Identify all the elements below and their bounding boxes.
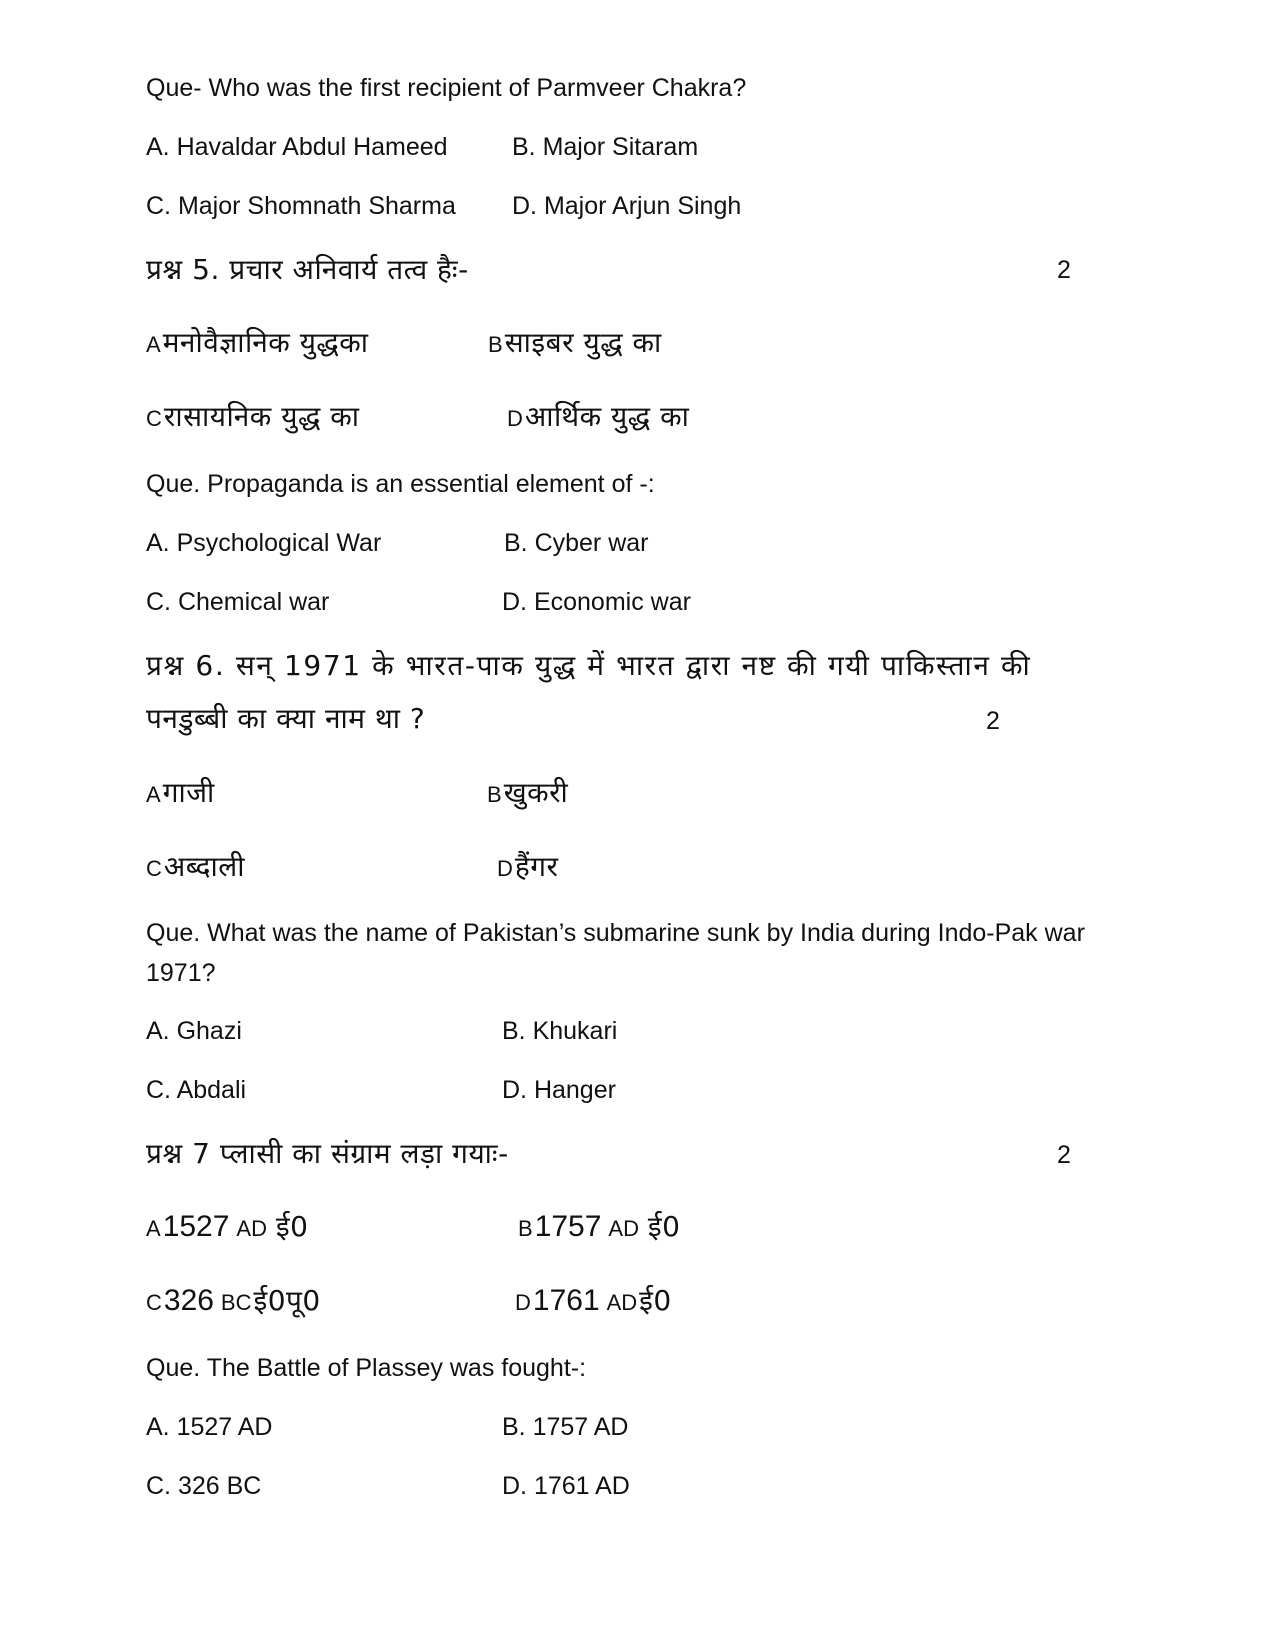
option-text: गाजी — [162, 776, 215, 809]
option-letter: C — [146, 1290, 162, 1315]
marks-q7: 2 — [1057, 1141, 1071, 1169]
option-text: रासायनिक युद्ध का — [163, 400, 360, 433]
question-q6-en: Que. What was the name of Pakistan’s submarine sunk by India during Indo-Pak war 1971? — [146, 919, 1085, 987]
option-era-hi: ई0 — [275, 1210, 309, 1243]
option-q7-hi-a — [146, 1212, 308, 1244]
option-q7-hi-d — [515, 1286, 672, 1318]
option-letter: B — [518, 1216, 533, 1241]
marks-q5: 2 — [1057, 256, 1071, 284]
option-text: अब्दाली — [163, 850, 245, 883]
option-letter: D — [507, 406, 523, 431]
option-year: 326 — [163, 1284, 214, 1317]
question-q6-hi-line2: पनडुब्बी का क्या नाम था ? — [146, 702, 426, 735]
option-text: मनोवैज्ञानिक युद्धका — [162, 326, 369, 359]
option-era: AD — [236, 1216, 267, 1241]
option-era: AD — [608, 1216, 639, 1241]
option-text: साइबर युद्ध का — [504, 326, 662, 359]
option-q6-en-d: D. Hanger — [502, 1076, 616, 1104]
option-q5-en-b: B. Cyber war — [504, 529, 649, 557]
option-letter: D — [515, 1290, 531, 1315]
question-q6-hi-line1: प्रश्न 6. सन् 1971 के भारत-पाक युद्ध में भारत द्वारा नष्ट की गयी पाकिस्तान की — [146, 649, 1032, 682]
option-era-hi: ई0 — [647, 1210, 681, 1243]
question-q7-hi: प्रश्न 7 प्लासी का संग्राम लड़ा गयाः- — [146, 1137, 509, 1170]
option-year: 1761 — [532, 1284, 600, 1317]
option-q5-en-c: C. Chemical war — [146, 588, 330, 616]
option-letter: C — [146, 406, 162, 431]
option-q4-en-c: C. Major Shomnath Sharma — [146, 192, 456, 220]
option-q5-hi-b — [488, 328, 662, 360]
option-q6-en-a: A. Ghazi — [146, 1017, 242, 1045]
option-q5-hi-a — [146, 328, 369, 360]
marks-q6: 2 — [986, 707, 1000, 735]
option-q7-en-c: C. 326 BC — [146, 1472, 262, 1500]
option-letter: A — [146, 782, 161, 807]
option-q4-en-d: D. Major Arjun Singh — [512, 192, 742, 220]
option-era-hi: ई0 — [639, 1284, 672, 1317]
option-q7-en-d: D. 1761 AD — [502, 1472, 630, 1500]
option-q7-en-a: A. 1527 AD — [146, 1413, 273, 1441]
option-letter: C — [146, 856, 162, 881]
option-era: BC — [220, 1290, 252, 1315]
option-q4-en-a: A. Havaldar Abdul Hameed — [146, 133, 448, 161]
option-q5-en-a: A. Psychological War — [146, 529, 382, 557]
option-q7-en-b: B. 1757 AD — [502, 1413, 629, 1441]
option-letter: D — [497, 856, 513, 881]
option-q6-hi-d — [497, 852, 558, 884]
option-text: हैंगर — [514, 850, 559, 883]
option-q5-hi-c — [146, 402, 359, 434]
option-letter: B — [487, 782, 502, 807]
option-q4-en-b: B. Major Sitaram — [512, 133, 699, 161]
option-era-hi: ई0पू0 — [253, 1284, 321, 1317]
question-q4-en: Que- Who was the first recipient of Parmveer Chakra? — [146, 74, 747, 102]
option-q6-hi-b — [487, 778, 568, 810]
option-q7-hi-c — [146, 1286, 321, 1318]
option-text: खुकरी — [503, 776, 569, 809]
option-q7-hi-b — [518, 1212, 680, 1244]
option-era: AD — [606, 1290, 638, 1315]
question-q7-en: Que. The Battle of Plassey was fought-: — [146, 1354, 587, 1382]
option-letter: B — [488, 332, 503, 357]
option-year: 1757 — [534, 1210, 602, 1243]
option-text: आर्थिक युद्ध का — [524, 400, 690, 433]
option-q6-hi-c — [146, 852, 245, 884]
option-letter: A — [146, 1216, 161, 1241]
option-year: 1527 — [162, 1210, 230, 1243]
option-q6-en-b: B. Khukari — [502, 1017, 618, 1045]
option-q5-en-d: D. Economic war — [502, 588, 691, 616]
question-q5-en: Que. Propaganda is an essential element of -: — [146, 470, 655, 498]
option-q6-hi-a — [146, 778, 215, 810]
option-letter: A — [146, 332, 161, 357]
option-q6-en-c: C. Abdali — [146, 1076, 247, 1104]
option-q5-hi-d — [507, 402, 689, 434]
question-q5-hi: प्रश्न 5. प्रचार अनिवार्य तत्व हैः- — [146, 253, 469, 286]
